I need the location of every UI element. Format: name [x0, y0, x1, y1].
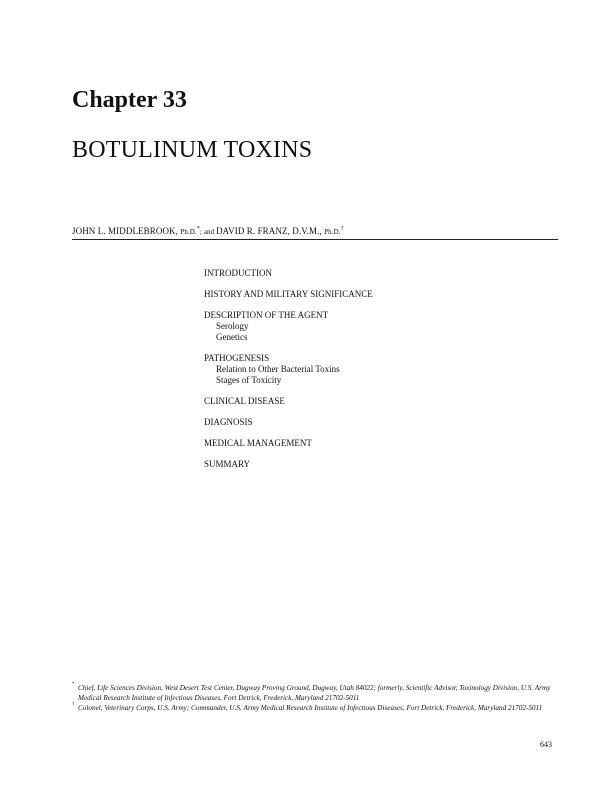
chapter-title: BOTULINUM TOXINS: [72, 137, 313, 163]
author-rule: [72, 239, 558, 240]
toc-section: [204, 310, 504, 343]
toc-subheading: Genetics: [216, 332, 248, 342]
footnote: [72, 683, 562, 703]
toc-heading: DIAGNOSIS: [204, 417, 253, 427]
toc-section: [204, 438, 504, 449]
toc-heading: SUMMARY: [204, 459, 251, 469]
footnote: [72, 703, 562, 713]
toc-subheading: Serology: [216, 321, 249, 331]
toc-heading: MEDICAL MANAGEMENT: [204, 438, 312, 448]
author-1-footnote-mark: *: [196, 226, 200, 232]
toc-heading: CLINICAL DISEASE: [204, 396, 285, 406]
footnote-mark: †: [72, 702, 75, 707]
author-2-name: DAVID R. FRANZ, D.V.M.,: [216, 226, 325, 236]
toc-heading: HISTORY AND MILITARY SIGNIFICANCE: [204, 289, 373, 299]
footnote-text: Colonel, Veterinary Corps, U.S. Army; Commander, U.S. Army Medical Research Institute of Infectious Diseases, Fort Detrick, Frederick, Maryland 21702-5011: [78, 704, 543, 712]
toc-heading: INTRODUCTION: [204, 268, 272, 278]
author-line: [72, 225, 344, 238]
toc-subheading: Stages of Toxicity: [216, 375, 282, 385]
toc-section: [204, 268, 504, 279]
toc-heading: DESCRIPTION OF THE AGENT: [204, 310, 329, 320]
toc-section: [204, 289, 504, 300]
footnote-mark: *: [72, 682, 75, 687]
toc-section: [204, 459, 504, 470]
footnotes: [72, 683, 562, 713]
author-separator: ; and: [199, 228, 217, 236]
author-1-degree: Ph.D.: [180, 228, 197, 236]
chapter-outline: [204, 268, 504, 480]
toc-section: [204, 396, 504, 407]
author-2-footnote-mark: †: [340, 226, 344, 232]
chapter-label: Chapter 33: [72, 87, 187, 113]
author-2-degree: Ph.D.: [324, 228, 341, 236]
toc-heading: PATHOGENESIS: [204, 353, 270, 363]
footnote-text: Chief, Life Sciences Division, West Desert Test Center, Dugway Proving Ground, Dugway, Utah 84022; formerly, Scientific Advisor, Toxinology Division, U.S. Army Medical Research Institute of Infectious Diseases, Fort Detrick, Frederick, Maryland 21702-5011: [78, 684, 551, 702]
author-1-name: JOHN L. MIDDLEBROOK,: [72, 226, 181, 236]
toc-section: [204, 417, 504, 428]
toc-subheading: Relation to Other Bacterial Toxins: [216, 364, 340, 374]
page-number: 643: [540, 740, 552, 749]
toc-section: [204, 353, 504, 386]
